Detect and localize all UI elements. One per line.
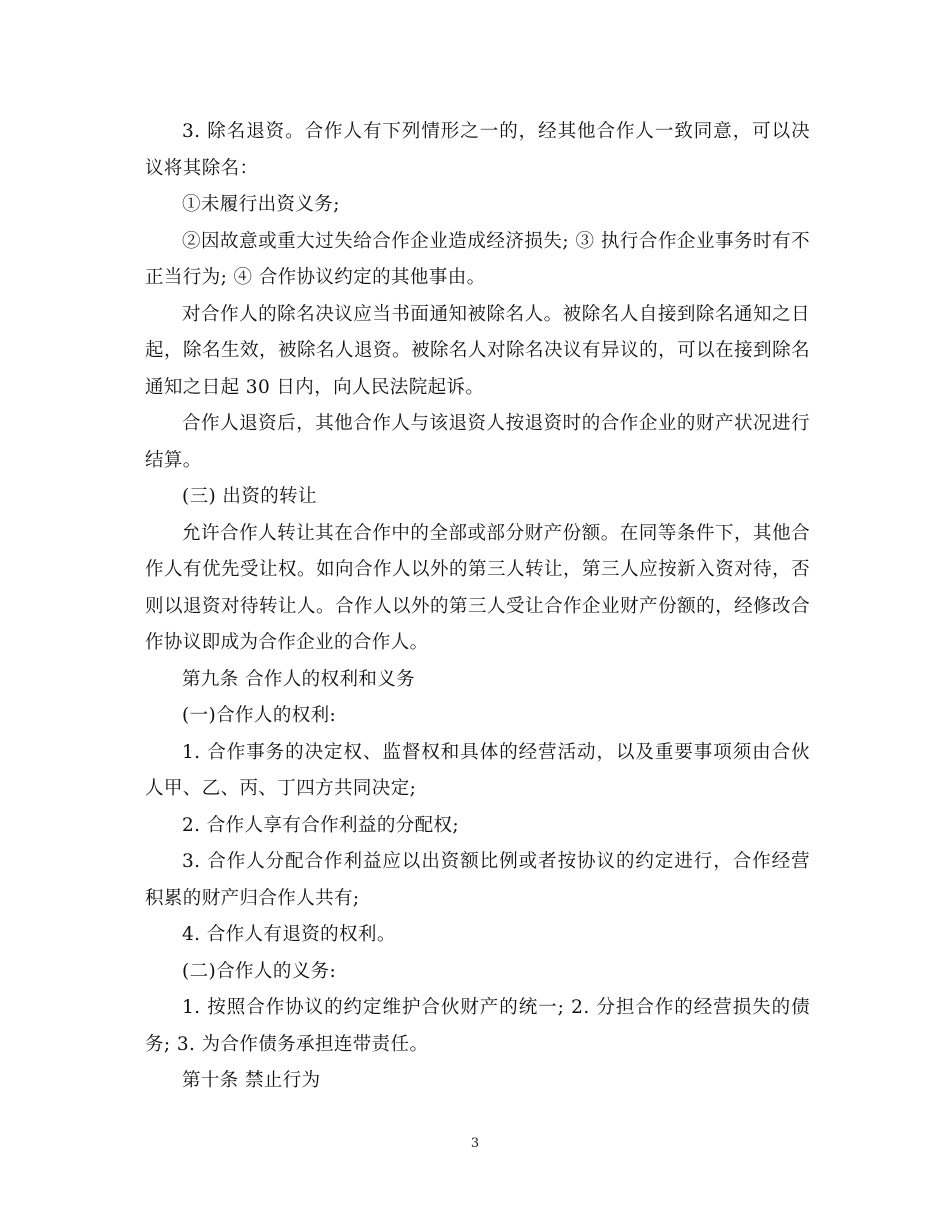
paragraph-right-2: 2. 合作人享有合作利益的分配权; bbox=[182, 814, 460, 836]
paragraph-right-4: 4. 合作人有退资的权利。 bbox=[182, 924, 396, 945]
heading-article-9: 第九条 合作人的权利和义务 bbox=[182, 668, 416, 690]
paragraph-item-1: ①未履行出资义务; bbox=[182, 194, 340, 215]
page-number: 3 bbox=[470, 1136, 480, 1151]
paragraph-right-1: 1. 合作事务的决定权、监督权和具体的经营活动，以及重要事项须由合伙人甲、乙、丙、丁四方共同决定; bbox=[145, 741, 810, 799]
heading-rights: (一)合作人的权利: bbox=[182, 705, 337, 726]
paragraph-right-3: 3. 合作人分配合作利益应以出资额比例或者按协议的约定进行，合作经营积累的财产归合作人共有; bbox=[145, 851, 810, 909]
document-body bbox=[145, 114, 810, 1100]
paragraph-expulsion-notice: 对合作人的除名决议应当书面通知被除名人。被除名人自接到除名通知之日起，除名生效，被除名人退资。被除名人对除名决议有异议的，可以在接到除名通知之日起 30 日内，向人民法院起诉。 bbox=[145, 303, 810, 398]
heading-capital-transfer: (三) 出资的转让 bbox=[182, 486, 317, 507]
paragraph-settlement: 合作人退资后，其他合作人与该退资人按退资时的合作企业的财产状况进行结算。 bbox=[145, 413, 810, 471]
paragraph-transfer-rules: 允许合作人转让其在合作中的全部或部分财产份额。在同等条件下，其他合作人有优先受让权。如向合作人以外的第三人转让，第三人应按新入资对待，否则以退资对待转让人。合作人以外的第三人受让合作企业财产份额的，经修改合作协议即成为合作企业的合作人。 bbox=[145, 522, 810, 653]
heading-article-10: 第十条 禁止行为 bbox=[182, 1070, 321, 1091]
heading-obligations: (二)合作人的义务: bbox=[182, 960, 337, 982]
paragraph-expulsion-withdrawal: 3. 除名退资。合作人有下列情形之一的，经其他合作人一致同意，可以决议将其除名： bbox=[145, 121, 810, 179]
paragraph-items-2-4: ②因故意或重大过失给合作企业造成经济损失; ③ 执行合作企业事务时有不正当行为; ④ 合作协议约定的其他事由。 bbox=[145, 230, 810, 288]
paragraph-obligations: 1. 按照合作协议的约定维护合伙财产的统一; 2. 分担合作的经营损失的债务; 3. 为合作债务承担连带责任。 bbox=[145, 997, 810, 1055]
